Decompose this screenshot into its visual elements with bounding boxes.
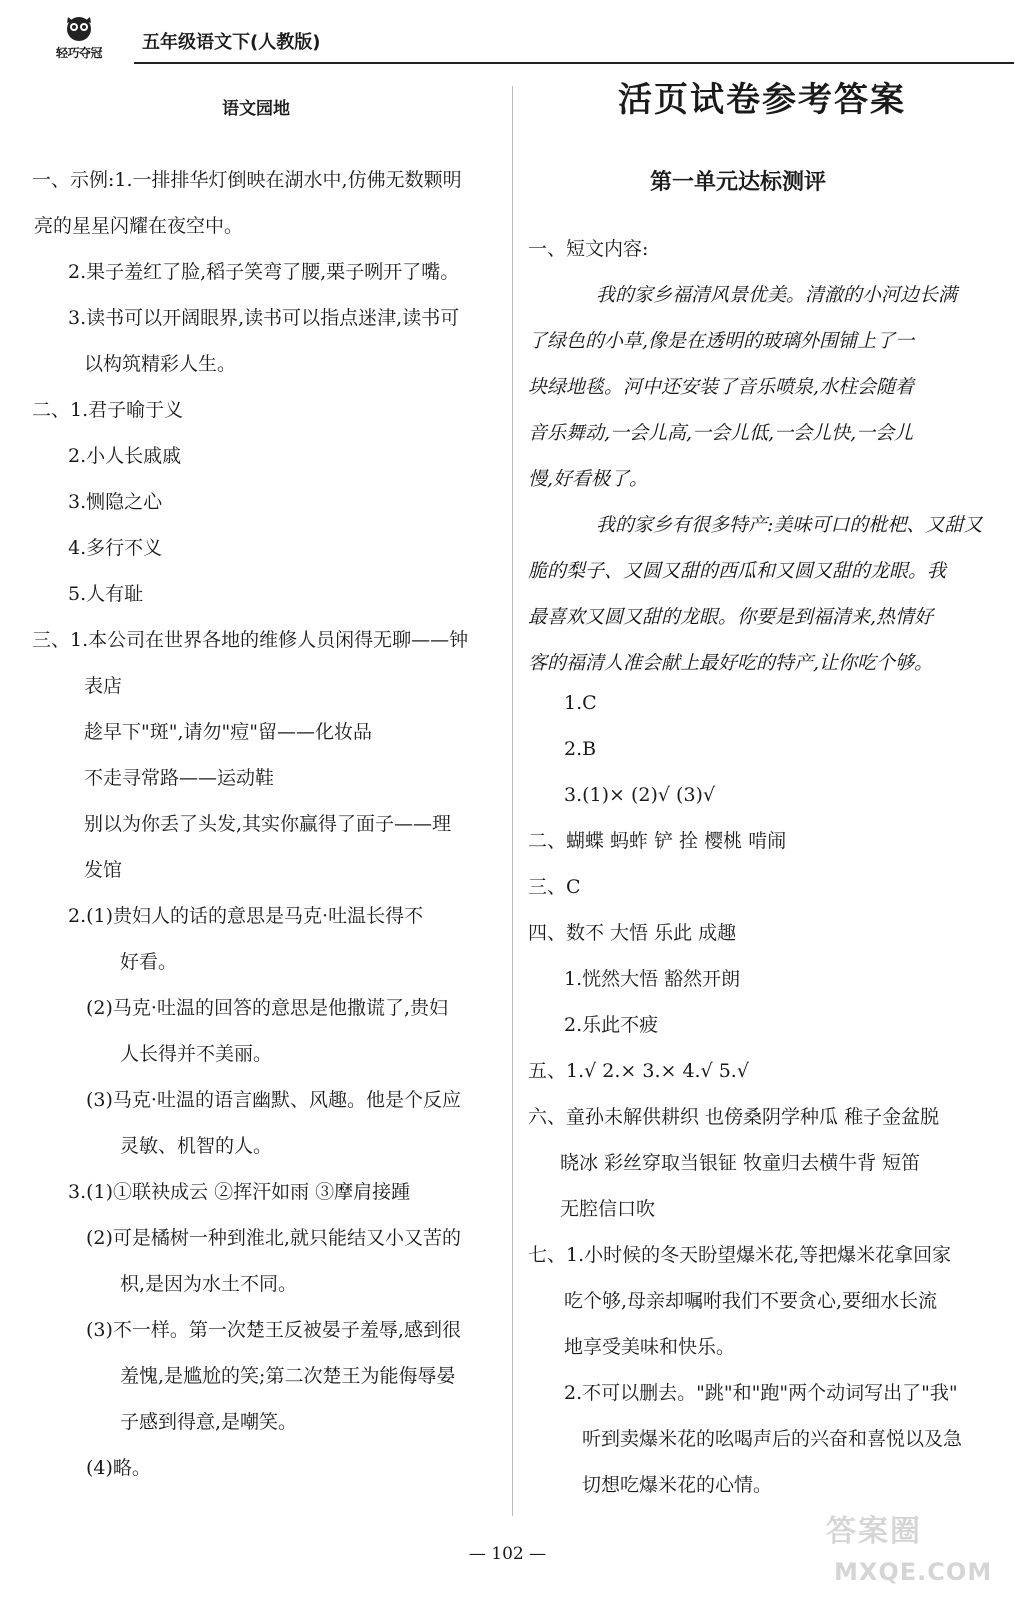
watermark-top: 答案圈	[826, 1514, 922, 1549]
answer-line: 2.小人长戚戚	[68, 445, 182, 467]
answer-line: (3)不一样。第一次楚王反被晏子羞辱,感到很	[86, 1319, 461, 1341]
answer-line: 3.恻隐之心	[68, 491, 163, 513]
answer-line: 1.恍然大悟 豁然开朗	[564, 968, 741, 990]
main-title: 活页试卷参考答案	[618, 80, 906, 120]
answer-line: 2.(1)贵妇人的话的意思是马克·吐温长得不	[68, 905, 424, 927]
answer-line: 3.(1)× (2)√ (3)√	[564, 784, 716, 806]
essay-line: 客的福清人准会献上最好吃的特产,让你吃个够。	[528, 652, 934, 674]
essay-line: 我的家乡有很多特产:美味可口的枇杷、又甜又	[596, 514, 983, 536]
answer-line: 地享受美味和快乐。	[564, 1336, 736, 1358]
essay-line: 我的家乡福清风景优美。清澈的小河边长满	[596, 284, 958, 306]
answer-line: 羞愧,是尴尬的笑;第二次楚王为能侮辱晏	[120, 1365, 456, 1387]
answer-line: 2.B	[564, 738, 597, 760]
answer-line: 表店	[84, 675, 123, 697]
essay-line: 脆的梨子、又圆又甜的西瓜和又圆又甜的龙眼。我	[528, 560, 947, 582]
answer-line: 一、示例:1.一排排华灯倒映在湖水中,仿佛无数颗明	[32, 169, 462, 191]
answer-line: 五、1.√ 2.× 3.× 4.√ 5.√	[528, 1060, 749, 1082]
answer-line: 4.多行不义	[68, 537, 163, 559]
unit-title: 第一单元达标测评	[650, 170, 827, 195]
answer-line: 1.C	[564, 692, 597, 714]
answer-line: 2.乐此不疲	[564, 1014, 659, 1036]
answer-line: 3.读书可以开阔眼界,读书可以指点迷津,读书可	[68, 307, 460, 329]
answer-line: 二、1.君子喻于义	[32, 399, 184, 421]
answer-line: 四、数不 大悟 乐此 成趣	[528, 922, 737, 944]
book-title: 五年级语文下(人教版)	[142, 32, 321, 53]
answer-line: 六、童孙未解供耕织 也傍桑阴学种瓜 稚子金盆脱	[528, 1106, 940, 1128]
answer-line: 灵敏、机智的人。	[120, 1135, 273, 1157]
essay-line: 音乐舞动,一会儿高,一会儿低,一会儿快,一会儿	[528, 422, 914, 444]
answer-line: 以构筑精彩人生。	[84, 353, 237, 375]
answer-line: 趁早下"斑",请勿"痘"留——化妆品	[84, 721, 372, 743]
answer-line: 三、1.本公司在世界各地的维修人员闲得无聊——钟	[32, 629, 469, 651]
answer-line: 5.人有耻	[68, 583, 144, 605]
essay-line: 慢,好看极了。	[528, 468, 649, 490]
answer-line: 不走寻常路——运动鞋	[84, 767, 275, 789]
answer-line: (4)略。	[86, 1457, 151, 1479]
answer-line: 3.(1)①联袂成云 ②挥汗如雨 ③摩肩接踵	[68, 1181, 411, 1203]
answer-line: 切想吃爆米花的心情。	[582, 1474, 773, 1496]
watermark-bottom: MXQE.COM	[834, 1558, 993, 1586]
answer-line: 人长得并不美丽。	[120, 1043, 273, 1065]
answer-line: (2)可是橘树一种到淮北,就只能结又小又苦的	[86, 1227, 461, 1249]
answer-line: 二、蝴蝶 蚂蚱 铲 拴 樱桃 啃闹	[528, 830, 787, 852]
answer-line: 三、C	[528, 876, 581, 898]
answer-line: 一、短文内容:	[528, 238, 649, 260]
column-divider	[512, 86, 513, 1516]
essay-line: 最喜欢又圆又甜的龙眼。你要是到福清来,热情好	[528, 606, 934, 628]
answer-line: 无腔信口吹	[560, 1198, 656, 1220]
publisher-logo	[46, 14, 112, 62]
section-title: 语文园地	[222, 99, 290, 119]
answer-line: 七、1.小时候的冬天盼望爆米花,等把爆米花拿回家	[528, 1244, 952, 1266]
essay-line: 了绿色的小草,像是在透明的玻璃外围铺上了一	[528, 330, 915, 352]
header-rule	[134, 62, 1014, 64]
answer-line: 别以为你丢了头发,其实你赢得了面子——理	[84, 813, 452, 835]
logo-text: 轻巧夺冠	[55, 46, 102, 60]
answer-line: 2.果子羞红了脸,稻子笑弯了腰,栗子咧开了嘴。	[68, 261, 460, 283]
answer-line: 吃个够,母亲却嘱咐我们不要贪心,要细水长流	[564, 1290, 938, 1312]
answer-line: 枳,是因为水土不同。	[120, 1273, 298, 1295]
essay-line: 块绿地毯。河中还安装了音乐喷泉,水柱会随着	[528, 376, 915, 398]
page-number: — 102 —	[468, 1544, 547, 1564]
answer-line: 晓冰 彩丝穿取当银钲 牧童归去横牛背 短笛	[560, 1152, 921, 1174]
answer-line: 亮的星星闪耀在夜空中。	[34, 215, 244, 237]
site-watermark	[826, 1506, 1006, 1596]
page-header	[30, 14, 985, 64]
answer-line: (2)马克·吐温的回答的意思是他撒谎了,贵妇	[86, 997, 448, 1019]
answer-line: 子感到得意,是嘲笑。	[120, 1411, 298, 1433]
answer-line: 发馆	[84, 859, 123, 881]
answer-line: 好看。	[120, 951, 178, 973]
answer-line: 2.不可以删去。"跳"和"跑"两个动词写出了"我"	[564, 1382, 958, 1404]
answer-line: 听到卖爆米花的吆喝声后的兴奋和喜悦以及急	[582, 1428, 963, 1450]
owl-logo-icon	[62, 14, 96, 42]
answer-line: (3)马克·吐温的语言幽默、风趣。他是个反应	[86, 1089, 461, 1111]
